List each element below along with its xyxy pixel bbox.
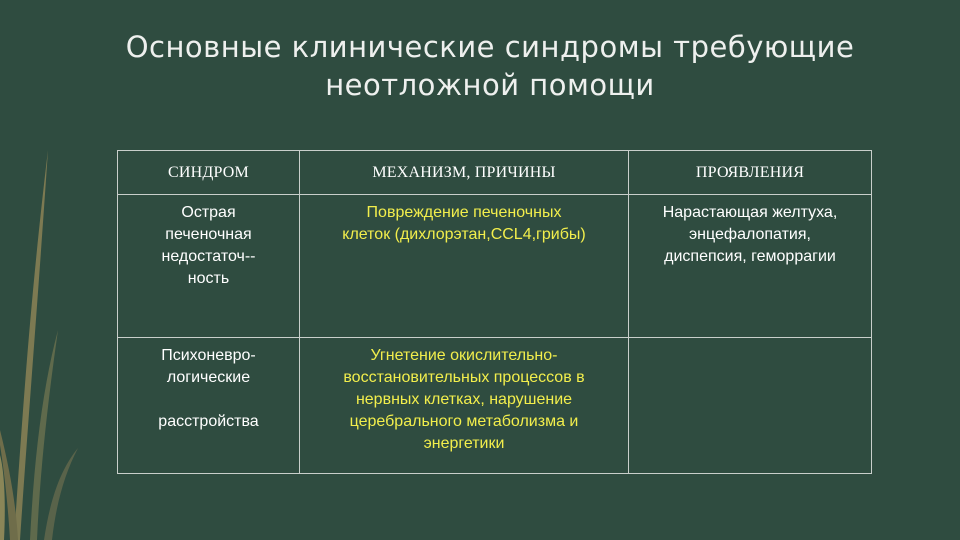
header-mechanism: МЕХАНИЗМ, ПРИЧИНЫ	[300, 151, 629, 195]
slide-title-line2: неотложной помощи	[325, 68, 655, 102]
syndromes-table	[117, 150, 872, 474]
cell-mechanism: Угнетение окислительно- восстановительных процессов в нервных клетках, нарушение церебрального метаболизма и энергетики	[300, 338, 629, 474]
table-row	[118, 338, 872, 474]
header-syndrome: СИНДРОМ	[118, 151, 300, 195]
slide-title	[60, 28, 920, 104]
cell-manifestation: Нарастающая желтуха, энцефалопатия, диспепсия, геморрагии	[629, 195, 872, 338]
cell-manifestation	[629, 338, 872, 474]
cell-syndrome: Психоневро- логические расстройства	[118, 338, 300, 474]
slide-title-line1: Основные клинические синдромы требующие	[125, 30, 855, 64]
header-manifestations: ПРОЯВЛЕНИЯ	[629, 151, 872, 195]
table-header-row	[118, 151, 872, 195]
table-row	[118, 195, 872, 338]
cell-mechanism: Повреждение печеночных клеток (дихлорэтан,CCL4,грибы)	[300, 195, 629, 338]
cell-syndrome: Острая печеночная недостаточ-- ность	[118, 195, 300, 338]
